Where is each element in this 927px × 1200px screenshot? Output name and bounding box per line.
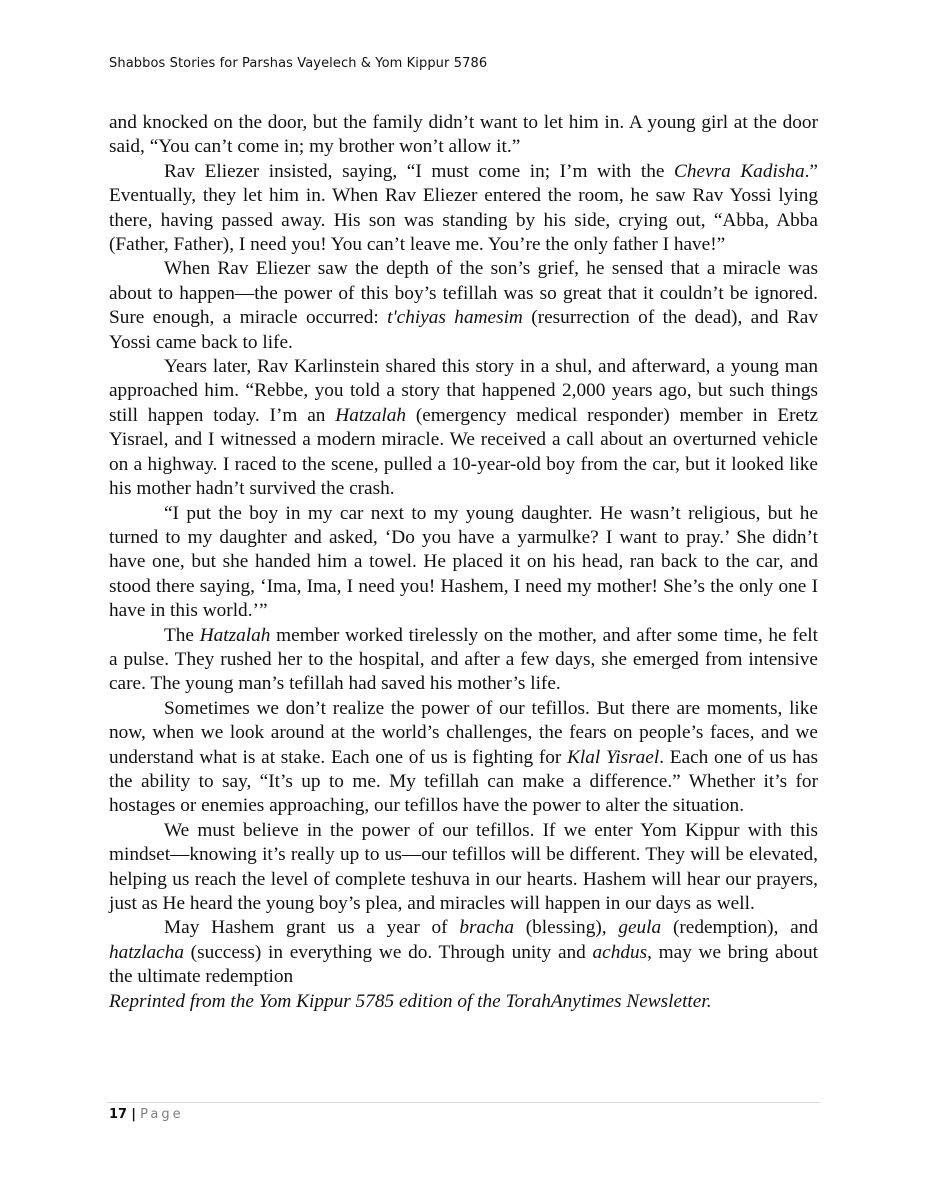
italic-term: achdus xyxy=(592,941,648,963)
italic-term: Klal Yisrael xyxy=(567,746,660,768)
paragraph-text: (success) in everything we do. Through unity and xyxy=(183,941,593,963)
paragraph xyxy=(109,624,818,697)
paragraph xyxy=(109,697,818,819)
paragraph-text: (redemption), and xyxy=(661,917,819,939)
paragraph-text: . Each one of us has the ability to say, “It’s up to me. My tefillah can make a difference.” Whether it’s for hostages or enemies approaching, our tefillos have the power to alter the situation. xyxy=(109,746,818,817)
italic-term: bracha xyxy=(459,917,514,939)
paragraph-text: .” Eventually, they let him in. When Rav Eliezer entered the room, he saw Rav Yossi lying there, having passed away. His son was standing by his side, crying out, “Abba, Abba (Father, Father), I need you! You can’t leave me. You’re the only father I have!” xyxy=(109,160,818,256)
paragraph xyxy=(109,160,818,258)
italic-term: Hatzalah xyxy=(335,404,406,426)
paragraph-text: When Rav Eliezer saw the depth of the son’s grief, he sensed that a miracle was about to happen—the power of this boy’s tefillah was so great that it couldn’t be ignored. Sure enough, a miracle occurred: xyxy=(109,258,818,329)
paragraph-text: Rav Eliezer insisted, saying, “I must come in; I’m with the xyxy=(164,160,674,182)
paragraph xyxy=(109,257,818,355)
paragraph-text: (blessing), xyxy=(513,917,619,939)
paragraph-text: We must believe in the power of our tefillos. If we enter Yom Kippur with this mindset—knowing it’s really up to us—our tefillos will be different. They will be elevated, helping us reach the level of complete teshuva in our hearts. Hashem will hear our prayers, just as He heard the young boy’s plea, and miracles will happen in our days as well. xyxy=(109,819,818,914)
paragraph xyxy=(109,819,818,917)
article-body xyxy=(109,111,818,1014)
page-number: 17 xyxy=(109,1107,128,1122)
footer-separator: | xyxy=(131,1107,136,1122)
paragraph-text: , may we bring about the ultimate redemption xyxy=(109,941,818,988)
paragraph xyxy=(109,916,818,989)
italic-term: geula xyxy=(618,917,662,939)
page-label: Page xyxy=(140,1107,184,1122)
paragraph-text: (emergency medical responder) member in Eretz Yisrael, and I witnessed a modern miracle. We received a call about an overturned vehicle on a highway. I raced to the scene, pulled a 10-year-old boy from the car, but it looked like his mother hadn’t survived the crash. xyxy=(109,404,818,500)
italic-term: Chevra Kadisha xyxy=(674,160,805,182)
paragraph-text: “I put the boy in my car next to my young daughter. He wasn’t religious, but he turned to my daughter and asked, ‘Do you have a yarmulke? I want to pray.’ She didn’t have one, but she handed him a towel. He placed it on his head, ran back to the car, and stood there saying, ‘Ima, Ima, I need you! Hashem, I need my mother! She’s the only one I have in this world.’” xyxy=(109,502,818,622)
paragraph-text: Sometimes we don’t realize the power of our tefillos. But there are moments, like now, when we look around at the world’s challenges, the fears on people’s faces, and we understand what is at stake. Each one of us is fighting for xyxy=(109,697,818,768)
paragraph xyxy=(109,502,818,624)
paragraph-text: The xyxy=(164,624,200,646)
reprint-credit: Reprinted from the Yom Kippur 5785 edition of the TorahAnytimes Newsletter. xyxy=(109,990,712,1012)
italic-term: t'chiyas hamesim xyxy=(387,307,523,329)
paragraph xyxy=(109,111,818,160)
paragraph-text: May Hashem grant us a year of xyxy=(164,917,460,939)
paragraph-text: Years later, Rav Karlinstein shared this story in a shul, and afterward, a young man approached him. “Rebbe, you told a story that happened 2,000 years ago, but such things still happen today. I’m an xyxy=(109,356,818,426)
paragraph xyxy=(109,355,818,501)
italic-term: hatzlacha xyxy=(109,941,184,963)
italic-term: Hatzalah xyxy=(199,624,271,646)
paragraph-text: member worked tirelessly on the mother, and after some time, he felt a pulse. They rushed her to the hospital, and after a few days, she emerged from intensive care. The young man’s tefillah had saved his mother’s life. xyxy=(109,624,818,695)
paragraph-text: (resurrection of the dead), and Rav Yossi came back to life. xyxy=(109,307,818,353)
page-footer xyxy=(109,1107,184,1122)
running-header: Shabbos Stories for Parshas Vayelech & Yom Kippur 5786 xyxy=(109,56,488,71)
footer-divider xyxy=(107,1102,820,1103)
paragraph-text: and knocked on the door, but the family didn’t want to let him in. A young girl at the door said, “You can’t come in; my brother won’t allow it.” xyxy=(109,112,818,158)
